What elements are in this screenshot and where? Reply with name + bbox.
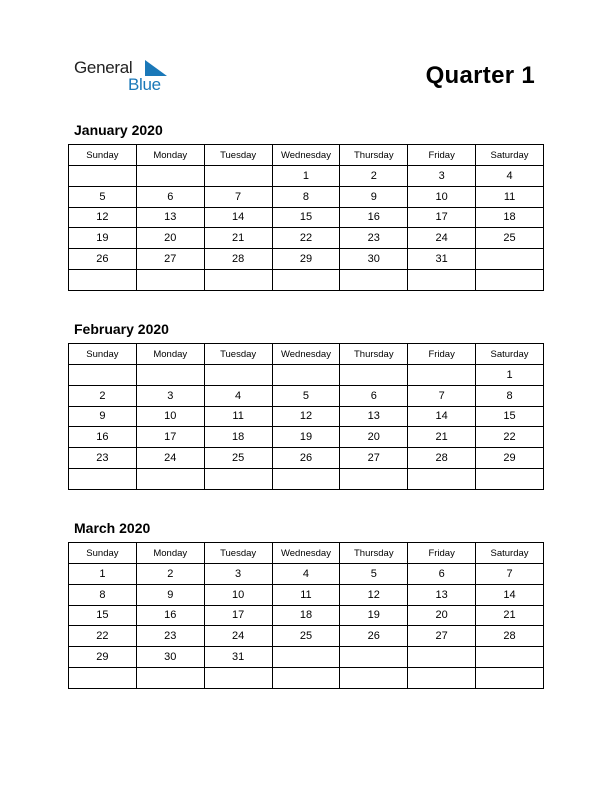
week-row <box>69 228 544 249</box>
empty-day-cell <box>408 647 476 668</box>
empty-day-cell <box>340 647 408 668</box>
empty-day-cell <box>476 468 544 489</box>
day-cell: 20 <box>136 228 204 249</box>
day-cell: 29 <box>272 249 340 270</box>
day-cell: 26 <box>272 448 340 469</box>
day-cell: 15 <box>476 406 544 427</box>
empty-day-cell <box>408 667 476 688</box>
month-title: February 2020 <box>74 321 169 337</box>
empty-day-cell <box>340 365 408 386</box>
week-row <box>69 385 544 406</box>
weekday-header: Friday <box>408 145 476 166</box>
weekday-header-row <box>69 543 544 564</box>
empty-day-cell <box>69 365 137 386</box>
week-row <box>69 448 544 469</box>
day-cell: 15 <box>272 207 340 228</box>
day-cell: 30 <box>340 249 408 270</box>
empty-day-cell <box>69 667 137 688</box>
weekday-header: Wednesday <box>272 145 340 166</box>
day-cell: 9 <box>69 406 137 427</box>
empty-day-cell <box>408 468 476 489</box>
weekday-header: Tuesday <box>204 145 272 166</box>
day-cell: 6 <box>408 564 476 585</box>
day-cell: 24 <box>136 448 204 469</box>
day-cell: 21 <box>476 605 544 626</box>
day-cell: 18 <box>204 427 272 448</box>
weekday-header: Sunday <box>69 543 137 564</box>
day-cell: 11 <box>204 406 272 427</box>
calendar-table <box>68 144 544 291</box>
empty-day-cell <box>476 269 544 290</box>
day-cell: 2 <box>340 166 408 187</box>
weekday-header: Friday <box>408 543 476 564</box>
day-cell: 14 <box>204 207 272 228</box>
day-cell: 31 <box>408 249 476 270</box>
day-cell: 19 <box>340 605 408 626</box>
empty-day-cell <box>136 468 204 489</box>
day-cell: 24 <box>204 626 272 647</box>
day-cell: 27 <box>136 249 204 270</box>
day-cell: 31 <box>204 647 272 668</box>
day-cell: 23 <box>69 448 137 469</box>
week-row <box>69 468 544 489</box>
calendar-table <box>68 343 544 490</box>
weekday-header: Tuesday <box>204 543 272 564</box>
month-title: March 2020 <box>74 520 151 536</box>
month-calendar <box>68 122 544 291</box>
day-cell: 29 <box>69 647 137 668</box>
day-cell: 17 <box>204 605 272 626</box>
weekday-header: Sunday <box>69 344 137 365</box>
empty-day-cell <box>136 365 204 386</box>
weekday-header: Saturday <box>476 145 544 166</box>
weekday-header: Monday <box>136 344 204 365</box>
day-cell: 1 <box>476 365 544 386</box>
empty-day-cell <box>272 667 340 688</box>
weekday-header-row <box>69 145 544 166</box>
day-cell: 30 <box>136 647 204 668</box>
day-cell: 6 <box>340 385 408 406</box>
logo-word-general: General <box>74 58 133 77</box>
empty-day-cell <box>69 269 137 290</box>
weekday-header: Thursday <box>340 344 408 365</box>
day-cell: 5 <box>69 186 137 207</box>
empty-day-cell <box>408 365 476 386</box>
week-row <box>69 427 544 448</box>
week-row <box>69 207 544 228</box>
day-cell: 18 <box>272 605 340 626</box>
empty-day-cell <box>136 269 204 290</box>
weekday-header: Monday <box>136 145 204 166</box>
day-cell: 13 <box>340 406 408 427</box>
empty-day-cell <box>272 647 340 668</box>
empty-day-cell <box>272 365 340 386</box>
weekday-header: Monday <box>136 543 204 564</box>
day-cell: 13 <box>136 207 204 228</box>
day-cell: 7 <box>204 186 272 207</box>
day-cell: 14 <box>408 406 476 427</box>
weekday-header: Wednesday <box>272 543 340 564</box>
day-cell: 4 <box>204 385 272 406</box>
day-cell: 5 <box>340 564 408 585</box>
empty-day-cell <box>204 468 272 489</box>
empty-day-cell <box>272 269 340 290</box>
day-cell: 11 <box>272 584 340 605</box>
day-cell: 4 <box>476 166 544 187</box>
empty-day-cell <box>204 365 272 386</box>
week-row <box>69 365 544 386</box>
day-cell: 2 <box>136 564 204 585</box>
day-cell: 22 <box>272 228 340 249</box>
day-cell: 16 <box>340 207 408 228</box>
day-cell: 6 <box>136 186 204 207</box>
day-cell: 27 <box>340 448 408 469</box>
day-cell: 10 <box>408 186 476 207</box>
empty-day-cell <box>204 269 272 290</box>
day-cell: 3 <box>204 564 272 585</box>
weekday-header: Sunday <box>69 145 137 166</box>
day-cell: 19 <box>69 228 137 249</box>
day-cell: 16 <box>136 605 204 626</box>
day-cell: 12 <box>340 584 408 605</box>
month-title: January 2020 <box>74 122 163 138</box>
weekday-header-row <box>69 344 544 365</box>
day-cell: 23 <box>136 626 204 647</box>
day-cell: 13 <box>408 584 476 605</box>
week-row <box>69 647 544 668</box>
day-cell: 20 <box>408 605 476 626</box>
week-row <box>69 626 544 647</box>
weekday-header: Friday <box>408 344 476 365</box>
day-cell: 18 <box>476 207 544 228</box>
day-cell: 17 <box>408 207 476 228</box>
day-cell: 3 <box>136 385 204 406</box>
day-cell: 15 <box>69 605 137 626</box>
weekday-header: Thursday <box>340 145 408 166</box>
empty-day-cell <box>136 667 204 688</box>
day-cell: 28 <box>408 448 476 469</box>
empty-day-cell <box>408 269 476 290</box>
day-cell: 12 <box>272 406 340 427</box>
month-calendar <box>68 520 544 689</box>
day-cell: 1 <box>272 166 340 187</box>
weekday-header: Saturday <box>476 344 544 365</box>
empty-day-cell <box>272 468 340 489</box>
week-row <box>69 667 544 688</box>
day-cell: 25 <box>476 228 544 249</box>
week-row <box>69 269 544 290</box>
day-cell: 8 <box>272 186 340 207</box>
empty-day-cell <box>340 269 408 290</box>
day-cell: 22 <box>69 626 137 647</box>
week-row <box>69 406 544 427</box>
empty-day-cell <box>69 468 137 489</box>
week-row <box>69 584 544 605</box>
day-cell: 8 <box>476 385 544 406</box>
day-cell: 25 <box>204 448 272 469</box>
day-cell: 10 <box>136 406 204 427</box>
day-cell: 21 <box>408 427 476 448</box>
empty-day-cell <box>340 667 408 688</box>
day-cell: 24 <box>408 228 476 249</box>
day-cell: 9 <box>340 186 408 207</box>
day-cell: 10 <box>204 584 272 605</box>
day-cell: 27 <box>408 626 476 647</box>
weekday-header: Saturday <box>476 543 544 564</box>
day-cell: 22 <box>476 427 544 448</box>
day-cell: 9 <box>136 584 204 605</box>
empty-day-cell <box>340 468 408 489</box>
day-cell: 17 <box>136 427 204 448</box>
day-cell: 26 <box>340 626 408 647</box>
day-cell: 1 <box>69 564 137 585</box>
day-cell: 21 <box>204 228 272 249</box>
day-cell: 23 <box>340 228 408 249</box>
day-cell: 14 <box>476 584 544 605</box>
day-cell: 5 <box>272 385 340 406</box>
generalblue-logo <box>74 58 174 94</box>
logo-triangle-icon <box>145 60 167 76</box>
day-cell: 16 <box>69 427 137 448</box>
empty-day-cell <box>204 667 272 688</box>
day-cell: 2 <box>69 385 137 406</box>
day-cell: 3 <box>408 166 476 187</box>
day-cell: 7 <box>408 385 476 406</box>
empty-day-cell <box>476 249 544 270</box>
month-calendar <box>68 321 544 490</box>
day-cell: 25 <box>272 626 340 647</box>
page-title: Quarter 1 <box>425 62 535 89</box>
day-cell: 20 <box>340 427 408 448</box>
week-row <box>69 249 544 270</box>
weekday-header: Thursday <box>340 543 408 564</box>
day-cell: 4 <box>272 564 340 585</box>
day-cell: 28 <box>476 626 544 647</box>
empty-day-cell <box>69 166 137 187</box>
logo-word-blue: Blue <box>128 75 161 94</box>
week-row <box>69 564 544 585</box>
empty-day-cell <box>136 166 204 187</box>
week-row <box>69 605 544 626</box>
day-cell: 12 <box>69 207 137 228</box>
day-cell: 8 <box>69 584 137 605</box>
empty-day-cell <box>476 647 544 668</box>
week-row <box>69 166 544 187</box>
week-row <box>69 186 544 207</box>
empty-day-cell <box>476 667 544 688</box>
day-cell: 26 <box>69 249 137 270</box>
weekday-header: Tuesday <box>204 344 272 365</box>
empty-day-cell <box>204 166 272 187</box>
day-cell: 29 <box>476 448 544 469</box>
calendar-table <box>68 542 544 689</box>
day-cell: 19 <box>272 427 340 448</box>
day-cell: 28 <box>204 249 272 270</box>
weekday-header: Wednesday <box>272 344 340 365</box>
day-cell: 11 <box>476 186 544 207</box>
day-cell: 7 <box>476 564 544 585</box>
